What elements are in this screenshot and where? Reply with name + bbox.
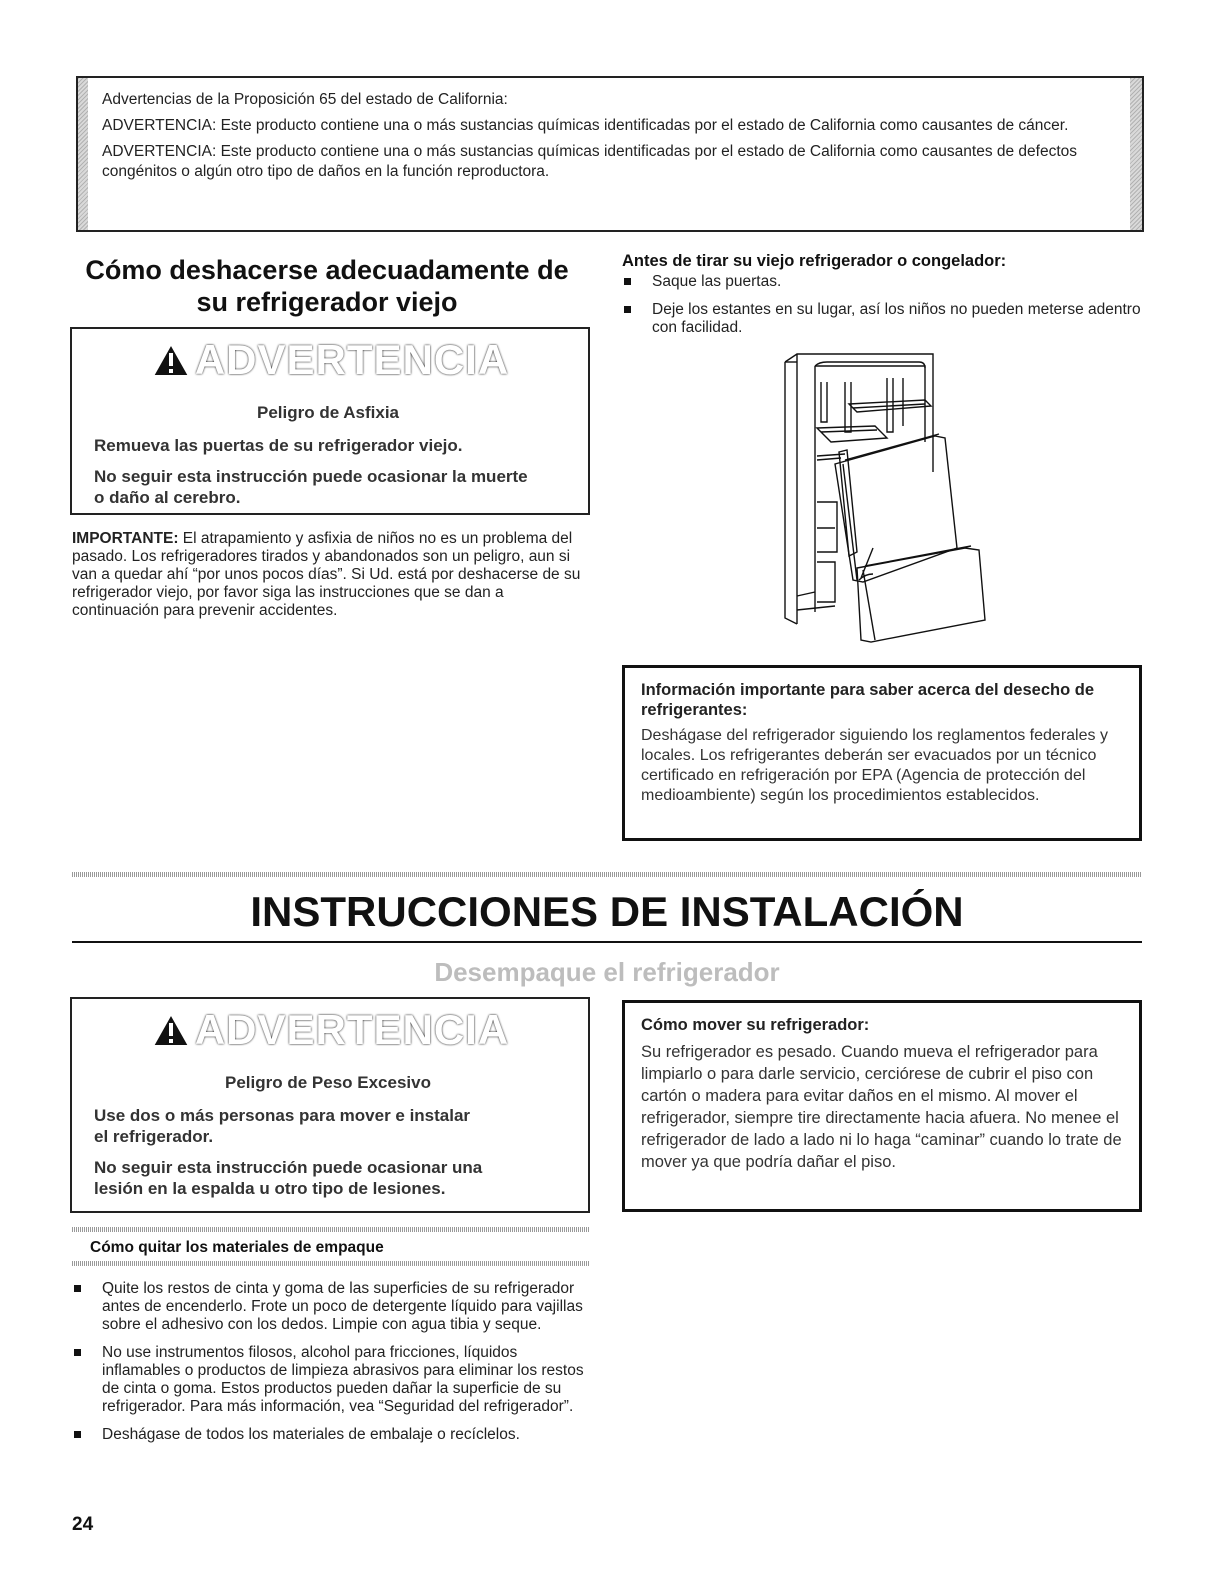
title-rule — [72, 941, 1142, 943]
list-item-text: No use instrumentos filosos, alcohol para fricciones, líquidos inflamables o productos de limpieza abrasivos para eliminar los restos de cinta o goma. Estos productos pueden dañar la superficie de su refrigerador. Para más información, vea “Seguridad del refrigerador”. — [102, 1344, 584, 1415]
important-text: El atrapamiento y asfixia de niños no es un problema del pasado. Los refrigeradores tirados y abandonados son un peligro, aun si van a quedar ahí “por unos pocos días”. Si Ud. está por deshacerse de su refrigerador viejo, por favor siga las instrucciones que se dan a continuación para prevenir accidentes. — [72, 530, 581, 619]
warning-consequence-line2: o daño al cerebro. — [94, 488, 241, 507]
warning-triangle-icon — [151, 1012, 191, 1048]
warning-hazard-title: Peligro de Peso Excesivo — [225, 1073, 431, 1092]
important-paragraph — [72, 530, 590, 620]
warning-consequence-line1: No seguir esta instrucción puede ocasionar una — [94, 1158, 483, 1177]
packing-heading: Cómo quitar los materiales de empaque — [90, 1239, 384, 1256]
square-bullet-icon — [624, 306, 631, 313]
refrigerant-info-box — [622, 665, 1142, 841]
prop65-heading: Advertencias de la Proposición 65 del estado de California: — [102, 91, 508, 108]
disposal-section-title — [62, 254, 592, 318]
moving-heading: Cómo mover su refrigerador: — [641, 1016, 870, 1034]
square-bullet-icon — [624, 278, 631, 285]
list-item-text: Saque las puertas. — [652, 273, 782, 290]
before-disposal-list — [622, 273, 1142, 337]
list-item-text: Deshágase de todos los materiales de embalaje o recíclelos. — [102, 1426, 520, 1443]
warning-consequence-line2: lesión en la espalda u otro tipo de lesiones. — [94, 1179, 446, 1198]
important-label: IMPORTANTE: — [72, 530, 179, 547]
list-item — [72, 1344, 590, 1416]
warning-banner — [72, 329, 588, 393]
square-bullet-icon — [74, 1431, 81, 1438]
prop65-reproductive-warning: ADVERTENCIA: Este producto contiene una o más sustancias químicas identificadas por el estado de California como causantes de defectos congénitos o algún otro tipo de daños en la función reproductora. — [102, 143, 1078, 180]
installation-instructions-title: INSTRUCCIONES DE INSTALACIÓN — [250, 888, 964, 935]
warning-consequence-line1: No seguir esta instrucción puede ocasionar la muerte — [94, 467, 528, 486]
warning-signal-word: ADVERTENCIA — [194, 336, 510, 383]
list-item — [72, 1280, 590, 1334]
warning-instruction: Remueva las puertas de su refrigerador viejo. — [94, 436, 463, 455]
list-item — [622, 301, 1142, 337]
packing-bottom-rule — [72, 1261, 590, 1266]
square-bullet-icon — [74, 1285, 81, 1292]
refrigerator-doors-removed-illustration — [775, 352, 995, 644]
prop65-cancer-warning: ADVERTENCIA: Este producto contiene una o más sustancias químicas identificadas por el estado de California como causantes de cáncer. — [102, 117, 1069, 134]
moving-text: Su refrigerador es pesado. Cuando mueva el refrigerador para limpiarlo o para darle servicio, cerciórese de cubrir el piso con cartón o madera para evitar daños en el mismo. Al mover el refrigerador, siempre tire directamente hacia afuera. No menee el refrigerador de lado a lado ni lo haga “caminar” cuando lo trate de mover ya que podría dañar el piso. — [641, 1043, 1122, 1171]
square-bullet-icon — [74, 1349, 81, 1356]
warning-hazard-title: Peligro de Asfixia — [256, 403, 400, 422]
packing-top-rule — [72, 1227, 590, 1232]
warning-consequence — [94, 466, 562, 508]
list-item — [72, 1426, 590, 1444]
before-disposal-heading: Antes de tirar su viejo refrigerador o congelador: — [622, 252, 1007, 270]
warning-instruction-line2: el refrigerador. — [94, 1127, 214, 1146]
prop65-notice-box — [76, 76, 1144, 232]
suffocation-warning-box — [70, 327, 590, 515]
refrigerant-heading: Información importante para saber acerca del desecho de refrigerantes: — [641, 681, 1094, 719]
packing-list — [72, 1280, 590, 1454]
moving-info-box — [622, 1000, 1142, 1212]
section-divider — [72, 872, 1142, 877]
unpack-subtitle: Desempaque el refrigerador — [434, 957, 780, 987]
warning-consequence — [94, 1157, 562, 1199]
disposal-title-line1: Cómo deshacerse adecuadamente de — [85, 255, 569, 285]
weight-warning-box — [70, 997, 590, 1213]
list-item — [622, 273, 1142, 291]
disposal-title-line2: su refrigerador viejo — [196, 287, 458, 317]
refrigerant-text: Deshágase del refrigerador siguiendo los reglamentos federales y locales. Los refrigerantes deberán ser evacuados por un técnico certificado en refrigeración por EPA (Agencia de protección del medioambiente) según los procedimientos establecidos. — [641, 727, 1108, 804]
list-item-text: Deje los estantes en su lugar, así los niños no pueden meterse adentro con facilidad. — [652, 301, 1141, 336]
list-item-text: Quite los restos de cinta y goma de las superficies de su refrigerador antes de encenderlo. Frote un poco de detergente líquido para vajillas sobre el adhesivo con los dedos. Limpie con agua tibia y seque. — [102, 1280, 583, 1333]
warning-instruction-line1: Use dos o más personas para mover e instalar — [94, 1106, 471, 1125]
warning-banner — [72, 999, 588, 1063]
page-number: 24 — [72, 1514, 94, 1535]
warning-instruction — [94, 1105, 562, 1147]
warning-signal-word: ADVERTENCIA — [194, 1006, 510, 1053]
warning-triangle-icon — [151, 342, 191, 378]
before-disposal-section — [622, 251, 1142, 347]
